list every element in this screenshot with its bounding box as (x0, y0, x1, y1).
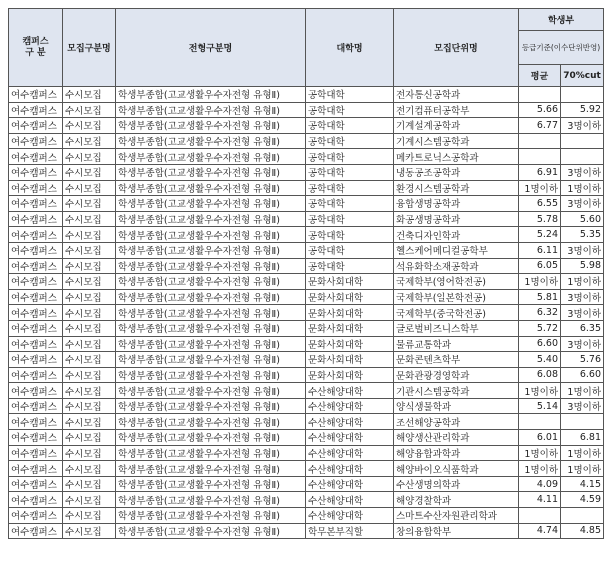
cell-campus: 여수캠퍼스 (9, 242, 63, 258)
cell-unit: 물류교통학과 (394, 336, 519, 352)
cell-unit: 기계설계공학과 (394, 118, 519, 134)
cell-recruit: 수시모집 (63, 196, 116, 212)
cell-type: 학생부종합(고교생활우수자전형 유형Ⅱ) (116, 102, 306, 118)
cell-cut (561, 133, 604, 149)
table-row (9, 398, 604, 414)
cell-recruit: 수시모집 (63, 242, 116, 258)
cell-avg (519, 508, 561, 524)
cell-avg: 6.55 (519, 196, 561, 212)
cell-college: 공학대학 (306, 164, 394, 180)
cell-campus: 여수캠퍼스 (9, 211, 63, 227)
cell-college: 수산해양대학 (306, 430, 394, 446)
header-recruit: 모집구분명 (63, 9, 116, 87)
cell-recruit: 수시모집 (63, 445, 116, 461)
table-row (9, 133, 604, 149)
table-row (9, 102, 604, 118)
cell-recruit: 수시모집 (63, 227, 116, 243)
table-row (9, 383, 604, 399)
cell-recruit: 수시모집 (63, 118, 116, 134)
cell-cut: 1명이하 (561, 180, 604, 196)
table-row (9, 336, 604, 352)
cell-unit: 해양생산관리학과 (394, 430, 519, 446)
table-row (9, 508, 604, 524)
cell-college: 문화사회대학 (306, 289, 394, 305)
cell-cut: 1명이하 (561, 445, 604, 461)
cell-cut: 4.85 (561, 523, 604, 539)
cell-campus: 여수캠퍼스 (9, 508, 63, 524)
cell-avg: 4.11 (519, 492, 561, 508)
cell-unit: 국제학부(일본학전공) (394, 289, 519, 305)
cell-cut: 5.92 (561, 102, 604, 118)
cell-campus: 여수캠퍼스 (9, 118, 63, 134)
cell-avg: 5.81 (519, 289, 561, 305)
cell-cut: 1명이하 (561, 274, 604, 290)
cell-avg: 5.72 (519, 320, 561, 336)
cell-college: 공학대학 (306, 258, 394, 274)
cell-type: 학생부종합(고교생활우수자전형 유형Ⅱ) (116, 476, 306, 492)
cell-cut: 5.98 (561, 258, 604, 274)
cell-recruit: 수시모집 (63, 164, 116, 180)
cell-recruit: 수시모집 (63, 476, 116, 492)
cell-cut: 3명이하 (561, 118, 604, 134)
table-row (9, 149, 604, 165)
cell-type: 학생부종합(고교생활우수자전형 유형Ⅱ) (116, 523, 306, 539)
cell-unit: 환경시스템공학과 (394, 180, 519, 196)
cell-recruit: 수시모집 (63, 102, 116, 118)
table-row (9, 367, 604, 383)
table-row (9, 118, 604, 134)
cell-campus: 여수캠퍼스 (9, 383, 63, 399)
cell-unit: 창의융합학부 (394, 523, 519, 539)
cell-unit: 양식생물학과 (394, 398, 519, 414)
cell-campus: 여수캠퍼스 (9, 476, 63, 492)
cell-recruit: 수시모집 (63, 289, 116, 305)
cell-recruit: 수시모집 (63, 87, 116, 103)
cell-college: 문화사회대학 (306, 320, 394, 336)
cell-cut (561, 414, 604, 430)
table-row (9, 492, 604, 508)
cell-unit: 해양경찰학과 (394, 492, 519, 508)
cell-campus: 여수캠퍼스 (9, 102, 63, 118)
cell-campus: 여수캠퍼스 (9, 289, 63, 305)
cell-cut: 6.60 (561, 367, 604, 383)
cell-campus: 여수캠퍼스 (9, 445, 63, 461)
cell-cut: 4.59 (561, 492, 604, 508)
cell-cut (561, 87, 604, 103)
cell-campus: 여수캠퍼스 (9, 133, 63, 149)
cell-college: 학무본부직할 (306, 523, 394, 539)
cell-cut: 3명이하 (561, 305, 604, 321)
cell-unit: 문화관광경영학과 (394, 367, 519, 383)
cell-recruit: 수시모집 (63, 414, 116, 430)
cell-unit: 융합생명공학과 (394, 196, 519, 212)
cell-avg: 1명이하 (519, 461, 561, 477)
table-row (9, 430, 604, 446)
cell-campus: 여수캠퍼스 (9, 352, 63, 368)
table-row (9, 87, 604, 103)
cell-type: 학생부종합(고교생활우수자전형 유형Ⅱ) (116, 383, 306, 399)
cell-campus: 여수캠퍼스 (9, 305, 63, 321)
cell-cut: 5.35 (561, 227, 604, 243)
cell-avg: 6.05 (519, 258, 561, 274)
cell-cut: 1명이하 (561, 383, 604, 399)
header-cut: 70%cut (561, 65, 604, 87)
cell-recruit: 수시모집 (63, 149, 116, 165)
cell-campus: 여수캠퍼스 (9, 164, 63, 180)
cell-college: 문화사회대학 (306, 352, 394, 368)
cell-avg: 5.14 (519, 398, 561, 414)
header-college: 대학명 (306, 9, 394, 87)
cell-college: 공학대학 (306, 133, 394, 149)
cell-recruit: 수시모집 (63, 492, 116, 508)
cell-unit: 해양융합과학과 (394, 445, 519, 461)
cell-unit: 전기컴퓨터공학부 (394, 102, 519, 118)
cell-cut: 3명이하 (561, 164, 604, 180)
cell-college: 공학대학 (306, 211, 394, 227)
cell-unit: 글로벌비즈니스학부 (394, 320, 519, 336)
cell-college: 수산해양대학 (306, 383, 394, 399)
cell-college: 공학대학 (306, 118, 394, 134)
cell-unit: 국제학부(영어학전공) (394, 274, 519, 290)
cell-recruit: 수시모집 (63, 352, 116, 368)
cell-college: 수산해양대학 (306, 414, 394, 430)
cell-cut (561, 508, 604, 524)
cell-campus: 여수캠퍼스 (9, 180, 63, 196)
cell-type: 학생부종합(고교생활우수자전형 유형Ⅱ) (116, 133, 306, 149)
cell-avg (519, 87, 561, 103)
table-row (9, 258, 604, 274)
cell-campus: 여수캠퍼스 (9, 336, 63, 352)
cell-type: 학생부종합(고교생활우수자전형 유형Ⅱ) (116, 414, 306, 430)
cell-unit: 수산생명의학과 (394, 476, 519, 492)
cell-avg: 1명이하 (519, 445, 561, 461)
cell-avg: 4.74 (519, 523, 561, 539)
cell-college: 문화사회대학 (306, 336, 394, 352)
cell-college: 수산해양대학 (306, 492, 394, 508)
cell-campus: 여수캠퍼스 (9, 414, 63, 430)
table-row (9, 227, 604, 243)
cell-unit: 헬스케어메디컬공학부 (394, 242, 519, 258)
cell-avg: 5.78 (519, 211, 561, 227)
cell-unit: 기계시스템공학과 (394, 133, 519, 149)
table-row (9, 196, 604, 212)
cell-cut (561, 149, 604, 165)
cell-unit: 문화콘텐츠학부 (394, 352, 519, 368)
cell-type: 학생부종합(고교생활우수자전형 유형Ⅱ) (116, 492, 306, 508)
cell-college: 수산해양대학 (306, 508, 394, 524)
cell-cut: 4.15 (561, 476, 604, 492)
cell-unit: 건축디자인학과 (394, 227, 519, 243)
cell-cut: 3명이하 (561, 196, 604, 212)
cell-recruit: 수시모집 (63, 180, 116, 196)
cell-campus: 여수캠퍼스 (9, 398, 63, 414)
table-row (9, 289, 604, 305)
cell-campus: 여수캠퍼스 (9, 87, 63, 103)
cell-type: 학생부종합(고교생활우수자전형 유형Ⅱ) (116, 227, 306, 243)
cell-type: 학생부종합(고교생활우수자전형 유형Ⅱ) (116, 352, 306, 368)
cell-college: 공학대학 (306, 242, 394, 258)
cell-cut: 1명이하 (561, 461, 604, 477)
cell-type: 학생부종합(고교생활우수자전형 유형Ⅱ) (116, 336, 306, 352)
table-row (9, 164, 604, 180)
cell-college: 공학대학 (306, 102, 394, 118)
cell-college: 문화사회대학 (306, 367, 394, 383)
table-row (9, 320, 604, 336)
header-type: 전형구분명 (116, 9, 306, 87)
cell-avg: 6.77 (519, 118, 561, 134)
cell-avg: 1명이하 (519, 383, 561, 399)
cell-recruit: 수시모집 (63, 336, 116, 352)
cell-cut: 5.60 (561, 211, 604, 227)
cell-type: 학생부종합(고교생활우수자전형 유형Ⅱ) (116, 211, 306, 227)
cell-type: 학생부종합(고교생활우수자전형 유형Ⅱ) (116, 258, 306, 274)
cell-type: 학생부종합(고교생활우수자전형 유형Ⅱ) (116, 87, 306, 103)
cell-avg (519, 149, 561, 165)
cell-college: 공학대학 (306, 196, 394, 212)
cell-unit: 석유화학소재공학과 (394, 258, 519, 274)
cell-type: 학생부종합(고교생활우수자전형 유형Ⅱ) (116, 398, 306, 414)
cell-recruit: 수시모집 (63, 258, 116, 274)
cell-avg: 6.60 (519, 336, 561, 352)
header-campus: 캠퍼스 구 분 (9, 9, 63, 87)
cell-recruit: 수시모집 (63, 320, 116, 336)
cell-type: 학생부종합(고교생활우수자전형 유형Ⅱ) (116, 164, 306, 180)
cell-type: 학생부종합(고교생활우수자전형 유형Ⅱ) (116, 320, 306, 336)
table-row (9, 414, 604, 430)
cell-recruit: 수시모집 (63, 508, 116, 524)
cell-college: 공학대학 (306, 227, 394, 243)
cell-cut: 3명이하 (561, 398, 604, 414)
cell-recruit: 수시모집 (63, 367, 116, 383)
cell-avg: 5.24 (519, 227, 561, 243)
cell-unit: 국제학부(중국학전공) (394, 305, 519, 321)
cell-avg: 6.11 (519, 242, 561, 258)
cell-college: 수산해양대학 (306, 461, 394, 477)
cell-avg: 5.40 (519, 352, 561, 368)
cell-type: 학생부종합(고교생활우수자전형 유형Ⅱ) (116, 430, 306, 446)
cell-cut: 6.35 (561, 320, 604, 336)
cell-type: 학생부종합(고교생활우수자전형 유형Ⅱ) (116, 367, 306, 383)
cell-campus: 여수캠퍼스 (9, 227, 63, 243)
table-row (9, 352, 604, 368)
cell-college: 공학대학 (306, 149, 394, 165)
cell-college: 수산해양대학 (306, 445, 394, 461)
table-row (9, 211, 604, 227)
cell-unit: 기관시스템공학과 (394, 383, 519, 399)
cell-avg: 6.01 (519, 430, 561, 446)
cell-campus: 여수캠퍼스 (9, 149, 63, 165)
cell-college: 공학대학 (306, 87, 394, 103)
cell-campus: 여수캠퍼스 (9, 492, 63, 508)
cell-type: 학생부종합(고교생활우수자전형 유형Ⅱ) (116, 274, 306, 290)
cell-type: 학생부종합(고교생활우수자전형 유형Ⅱ) (116, 461, 306, 477)
cell-unit: 해양바이오식품학과 (394, 461, 519, 477)
table-row (9, 305, 604, 321)
cell-avg: 6.91 (519, 164, 561, 180)
cell-avg: 1명이하 (519, 180, 561, 196)
table-row (9, 180, 604, 196)
cell-type: 학생부종합(고교생활우수자전형 유형Ⅱ) (116, 305, 306, 321)
cell-college: 수산해양대학 (306, 476, 394, 492)
cell-unit: 메카트로닉스공학과 (394, 149, 519, 165)
table-row (9, 242, 604, 258)
cell-cut: 3명이하 (561, 336, 604, 352)
cell-campus: 여수캠퍼스 (9, 320, 63, 336)
cell-avg: 1명이하 (519, 274, 561, 290)
cell-college: 문화사회대학 (306, 305, 394, 321)
cell-unit: 냉동공조공학과 (394, 164, 519, 180)
cell-college: 수산해양대학 (306, 398, 394, 414)
cell-type: 학생부종합(고교생활우수자전형 유형Ⅱ) (116, 508, 306, 524)
cell-recruit: 수시모집 (63, 523, 116, 539)
cell-type: 학생부종합(고교생활우수자전형 유형Ⅱ) (116, 289, 306, 305)
cell-avg: 6.08 (519, 367, 561, 383)
cell-recruit: 수시모집 (63, 430, 116, 446)
table-row (9, 461, 604, 477)
cell-unit: 화공생명공학과 (394, 211, 519, 227)
cell-campus: 여수캠퍼스 (9, 367, 63, 383)
cell-campus: 여수캠퍼스 (9, 258, 63, 274)
cell-cut: 5.76 (561, 352, 604, 368)
cell-avg: 4.09 (519, 476, 561, 492)
cell-recruit: 수시모집 (63, 211, 116, 227)
cell-cut: 3명이하 (561, 242, 604, 258)
cell-type: 학생부종합(고교생활우수자전형 유형Ⅱ) (116, 149, 306, 165)
cell-avg: 5.66 (519, 102, 561, 118)
cell-avg: 6.32 (519, 305, 561, 321)
table-row (9, 476, 604, 492)
cell-type: 학생부종합(고교생활우수자전형 유형Ⅱ) (116, 242, 306, 258)
cell-cut: 3명이하 (561, 289, 604, 305)
cell-type: 학생부종합(고교생활우수자전형 유형Ⅱ) (116, 180, 306, 196)
cell-unit: 전자통신공학과 (394, 87, 519, 103)
cell-campus: 여수캠퍼스 (9, 523, 63, 539)
cell-campus: 여수캠퍼스 (9, 430, 63, 446)
cell-recruit: 수시모집 (63, 133, 116, 149)
cell-campus: 여수캠퍼스 (9, 461, 63, 477)
header-unit: 모집단위명 (394, 9, 519, 87)
cell-unit: 조선해양공학과 (394, 414, 519, 430)
cell-college: 공학대학 (306, 180, 394, 196)
cell-recruit: 수시모집 (63, 274, 116, 290)
header-standard: 등급기준(이수단위반영) (519, 31, 604, 65)
cell-recruit: 수시모집 (63, 383, 116, 399)
cell-avg (519, 414, 561, 430)
cell-type: 학생부종합(고교생활우수자전형 유형Ⅱ) (116, 118, 306, 134)
table-row (9, 523, 604, 539)
cell-type: 학생부종합(고교생활우수자전형 유형Ⅱ) (116, 196, 306, 212)
cell-avg (519, 133, 561, 149)
admission-table (8, 8, 604, 539)
table-row (9, 445, 604, 461)
header-group: 학생부 (519, 9, 604, 31)
cell-campus: 여수캠퍼스 (9, 274, 63, 290)
cell-recruit: 수시모집 (63, 461, 116, 477)
cell-cut: 6.81 (561, 430, 604, 446)
table-row (9, 274, 604, 290)
cell-unit: 스마트수산자원관리학과 (394, 508, 519, 524)
cell-type: 학생부종합(고교생활우수자전형 유형Ⅱ) (116, 445, 306, 461)
cell-recruit: 수시모집 (63, 305, 116, 321)
cell-campus: 여수캠퍼스 (9, 196, 63, 212)
cell-college: 문화사회대학 (306, 274, 394, 290)
cell-recruit: 수시모집 (63, 398, 116, 414)
header-avg: 평균 (519, 65, 561, 87)
